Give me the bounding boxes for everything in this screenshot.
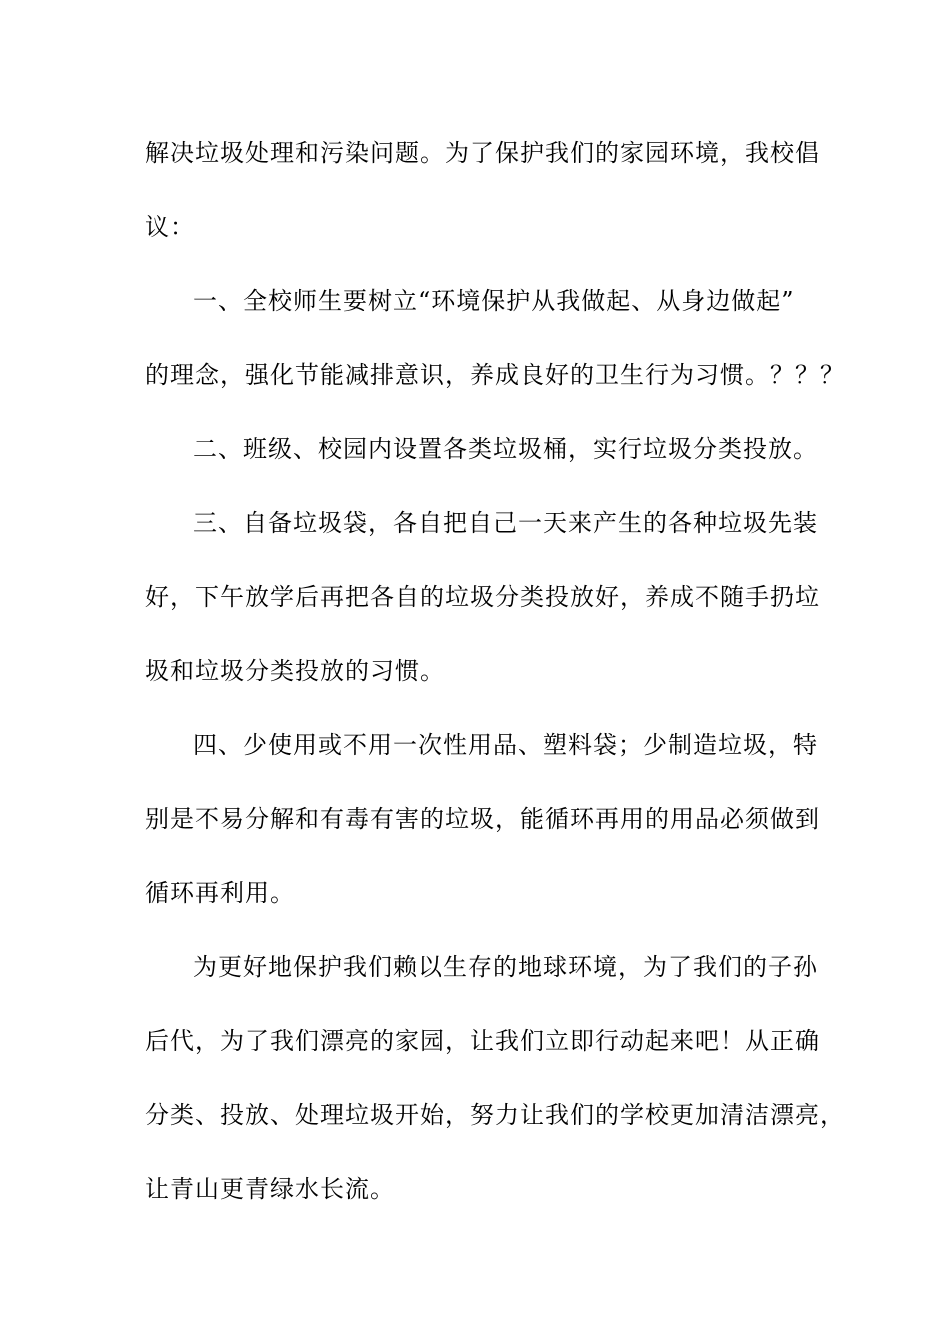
- text-line: 好，下午放学后再把各自的垃圾分类投放好，养成不随手扔垃: [145, 583, 820, 611]
- text-line: 别是不易分解和有毒有害的垃圾，能循环再用的用品必须做到: [145, 805, 820, 833]
- text-line: 圾和垃圾分类投放的习惯。: [145, 657, 445, 685]
- text-line: 解决垃圾处理和污染问题。为了保护我们的家园环境，我校倡: [145, 139, 820, 167]
- paragraph-first-line: 为更好地保护我们赖以生存的地球环境，为了我们的子孙: [193, 953, 818, 981]
- text-line: 分类、投放、处理垃圾开始，努力让我们的学校更加清洁漂亮，: [145, 1101, 845, 1129]
- paragraph-first-line: 四、少使用或不用一次性用品、塑料袋；少制造垃圾，特: [193, 731, 818, 759]
- text-line: 让青山更青绿水长流。: [145, 1175, 395, 1203]
- text-line: 的理念，强化节能减排意识，养成良好的卫生行为习惯。？？？: [145, 361, 845, 389]
- text-line: 议：: [145, 213, 195, 241]
- paragraph-first-line: 三、自备垃圾袋，各自把自己一天来产生的各种垃圾先装: [193, 509, 818, 537]
- text-line: 后代，为了我们漂亮的家园，让我们立即行动起来吧！从正确: [145, 1027, 820, 1055]
- paragraph-first-line: 一、全校师生要树立“环境保护从我做起、从身边做起”: [193, 287, 795, 315]
- text-line: 循环再利用。: [145, 879, 295, 907]
- paragraph-first-line: 二、班级、校园内设置各类垃圾桶，实行垃圾分类投放。: [193, 435, 818, 463]
